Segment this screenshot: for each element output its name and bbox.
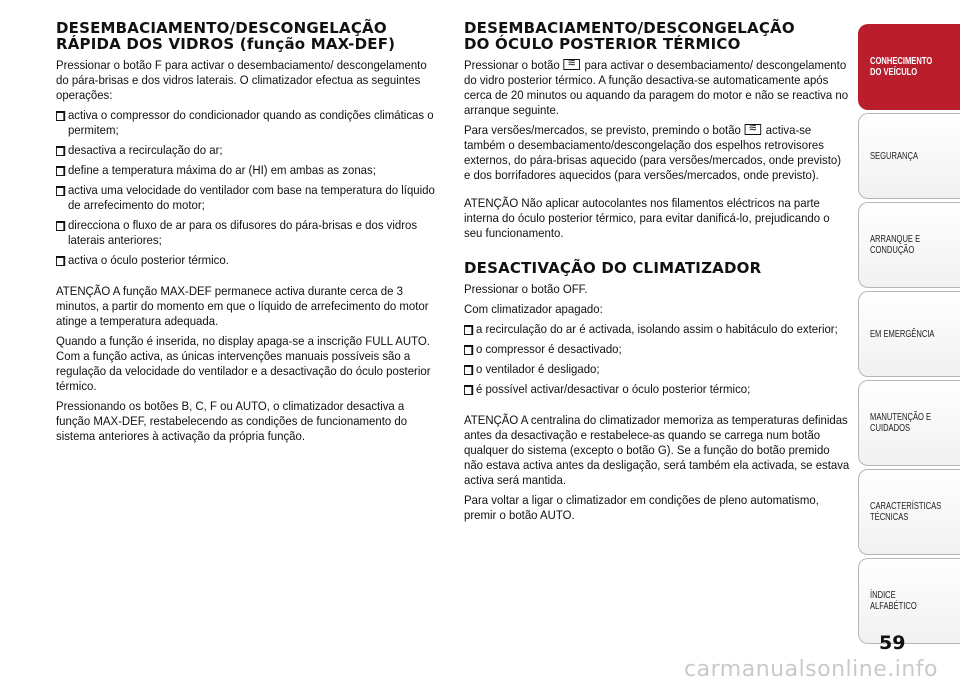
checkbox-bullet-icon <box>56 186 65 196</box>
tab-label: DO VEÍCULO <box>870 66 918 78</box>
tab-indice-alfabetico[interactable] <box>858 558 960 644</box>
watermark: carmanualsonline.info <box>684 657 938 682</box>
list-item-text: define a temperatura máxima do ar (HI) em ambas as zonas; <box>67 163 376 177</box>
section-title-deactivation: DESACTIVAÇÃO DO CLIMATIZADOR <box>464 259 762 277</box>
tab-caracteristicas-tecnicas[interactable] <box>858 469 960 555</box>
section-title-line: DESEMBACIAMENTO/DESCONGELAÇÃO <box>56 19 387 37</box>
paragraph: Para voltar a ligar o climatizador em condições de pleno automatismo, premir o botão AUTO. <box>464 493 819 522</box>
checkbox-bullet-icon <box>56 146 65 156</box>
checkbox-bullet-icon <box>56 221 65 231</box>
list-item <box>56 253 442 268</box>
tab-label: SEGURANÇA <box>870 149 919 162</box>
attention-paragraph: ATENÇÃO A centralina do climatizador memoriza as temperaturas definidas antes da desactivação e restabelece-as quando se carrega num botão qualquer do sistema (excepto o botão G). Se a função do botão premido não estava activa antes da desligação, será também ela activada, se estava activa será mantida. <box>464 413 850 487</box>
spacer <box>464 246 852 260</box>
list-item <box>464 342 850 357</box>
spacer <box>464 405 850 413</box>
checkbox-bullet-icon <box>464 385 473 395</box>
list-item <box>464 362 850 377</box>
paragraph: Pressionando os botões B, C, F ou AUTO, o climatizador desactiva a função MAX-DEF, restabelecendo as condições de funcionamento do sistema anteriores à activação da própria função. <box>56 399 408 443</box>
section-title-line: DO ÓCULO POSTERIOR TÉRMICO <box>464 35 741 53</box>
section-body <box>56 58 442 444</box>
paragraph: Com climatizador apagado: <box>464 302 603 316</box>
checkbox-bullet-icon <box>464 365 473 375</box>
page-number: 59 <box>879 632 906 654</box>
list-item-text: o ventilador é desligado; <box>475 362 600 376</box>
list-item-text: activa uma velocidade do ventilador com base na temperatura do líquido de arrefecimento do motor; <box>67 183 435 212</box>
paragraph: Pressionar o botão F para activar o desembaciamento/ descongelamento do pára-brisas e dos vidros laterais. O climatizador efectua as seguintes operações: <box>56 58 427 102</box>
tab-label: CONDUÇÃO <box>870 244 915 256</box>
paragraph: Pressionar o botão OFF. <box>464 282 588 296</box>
tab-label: CONHECIMENTO <box>870 55 933 67</box>
rear-defrost-icon <box>745 124 762 135</box>
list-item <box>56 183 442 213</box>
list-item-text: desactiva a recirculação do ar; <box>67 143 223 157</box>
section-title-line: RÁPIDA DOS VIDROS (função MAX-DEF) <box>56 35 396 53</box>
checkbox-bullet-icon <box>56 256 65 266</box>
paragraph-text: activa-se também o desembaciamento/descongelação dos espelhos retrovisores externos, do pára-brisas aquecido (para versões/mercados, onde previsto) e dos borrifadores aquecidos (para versões/mercados, onde previsto). <box>464 123 842 182</box>
checkbox-bullet-icon <box>464 345 473 355</box>
tab-label: CUIDADOS <box>870 422 911 434</box>
bullet-list <box>464 322 850 397</box>
spacer <box>464 188 850 196</box>
tab-label: EM EMERGÊNCIA <box>870 327 935 340</box>
checkbox-bullet-icon <box>56 111 65 121</box>
chapter-tabs <box>858 24 960 647</box>
list-item-text: direcciona o fluxo de ar para os difusores do pára-brisas e dos vidros laterais anteriores; <box>67 218 418 247</box>
list-item <box>464 322 850 337</box>
section-title-max-def <box>56 20 444 52</box>
attention-paragraph: ATENÇÃO A função MAX-DEF permanece activa durante cerca de 3 minutos, a partir do momento em que o líquido de arrefecimento do motor atinge a temperatura adequada. <box>56 284 429 328</box>
tab-label: CARACTERÍSTICAS <box>870 500 942 512</box>
paragraph-text: Pressionar o botão <box>464 58 560 72</box>
tab-arranque-e-conducao[interactable] <box>858 202 960 288</box>
list-item-text: o compressor é desactivado; <box>475 342 622 356</box>
list-item <box>56 163 442 178</box>
section-body <box>464 282 850 523</box>
bullet-list <box>56 108 442 268</box>
list-item-text: activa o compressor do condicionador quando as condições climáticas o permitem; <box>67 108 434 137</box>
tab-label: MANUTENÇÃO E <box>870 411 932 423</box>
paragraph: Quando a função é inserida, no display apaga-se a inscrição FULL AUTO. Com a função activa, as únicas intervenções manuais possíveis são a regulação da velocidade do ventilador e a desactivação do óculo posterior térmico. <box>56 334 431 393</box>
tab-label: ARRANQUE E <box>870 233 921 245</box>
spacer <box>56 276 442 284</box>
section-title-rear-window <box>464 20 852 52</box>
tab-label: TÉCNICAS <box>870 511 909 523</box>
list-item <box>56 218 442 248</box>
list-item-text: activa o óculo posterior térmico. <box>67 253 229 267</box>
checkbox-bullet-icon <box>464 325 473 335</box>
tab-seguranca[interactable] <box>858 113 960 199</box>
list-item <box>464 382 850 397</box>
tab-manutencao-e-cuidados[interactable] <box>858 380 960 466</box>
section-body <box>464 58 850 241</box>
rear-defrost-icon <box>564 59 581 70</box>
right-column <box>464 20 852 528</box>
tab-em-emergencia[interactable] <box>858 291 960 377</box>
list-item <box>56 143 442 158</box>
list-item <box>56 108 442 138</box>
tab-conhecimento-do-veiculo[interactable] <box>858 24 960 110</box>
paragraph-text: Para versões/mercados, se previsto, premindo o botão <box>464 123 741 137</box>
tab-label: ÍNDICE ALFABÉTICO <box>870 589 917 612</box>
list-item-text: a recirculação do ar é activada, isolando assim o habitáculo do exterior; <box>475 322 838 336</box>
left-column <box>56 20 444 449</box>
attention-paragraph: ATENÇÃO Não aplicar autocolantes nos filamentos eléctricos na parte interna do óculo posterior térmico, para evitar danificá-lo, prejudicando o seu funcionamento. <box>464 196 830 240</box>
paragraph-text: para activar o desembaciamento/ descongelamento do vidro posterior térmico. A função desactiva-se automaticamente após cerca de 20 minutos ou aquando da paragem do motor e não se reactiva no arranque seguinte. <box>464 58 849 117</box>
paragraph <box>464 123 850 183</box>
list-item-text: é possível activar/desactivar o óculo posterior térmico; <box>475 382 751 396</box>
section-title-line: DESEMBACIAMENTO/DESCONGELAÇÃO <box>464 19 795 37</box>
checkbox-bullet-icon <box>56 166 65 176</box>
paragraph <box>464 58 850 118</box>
